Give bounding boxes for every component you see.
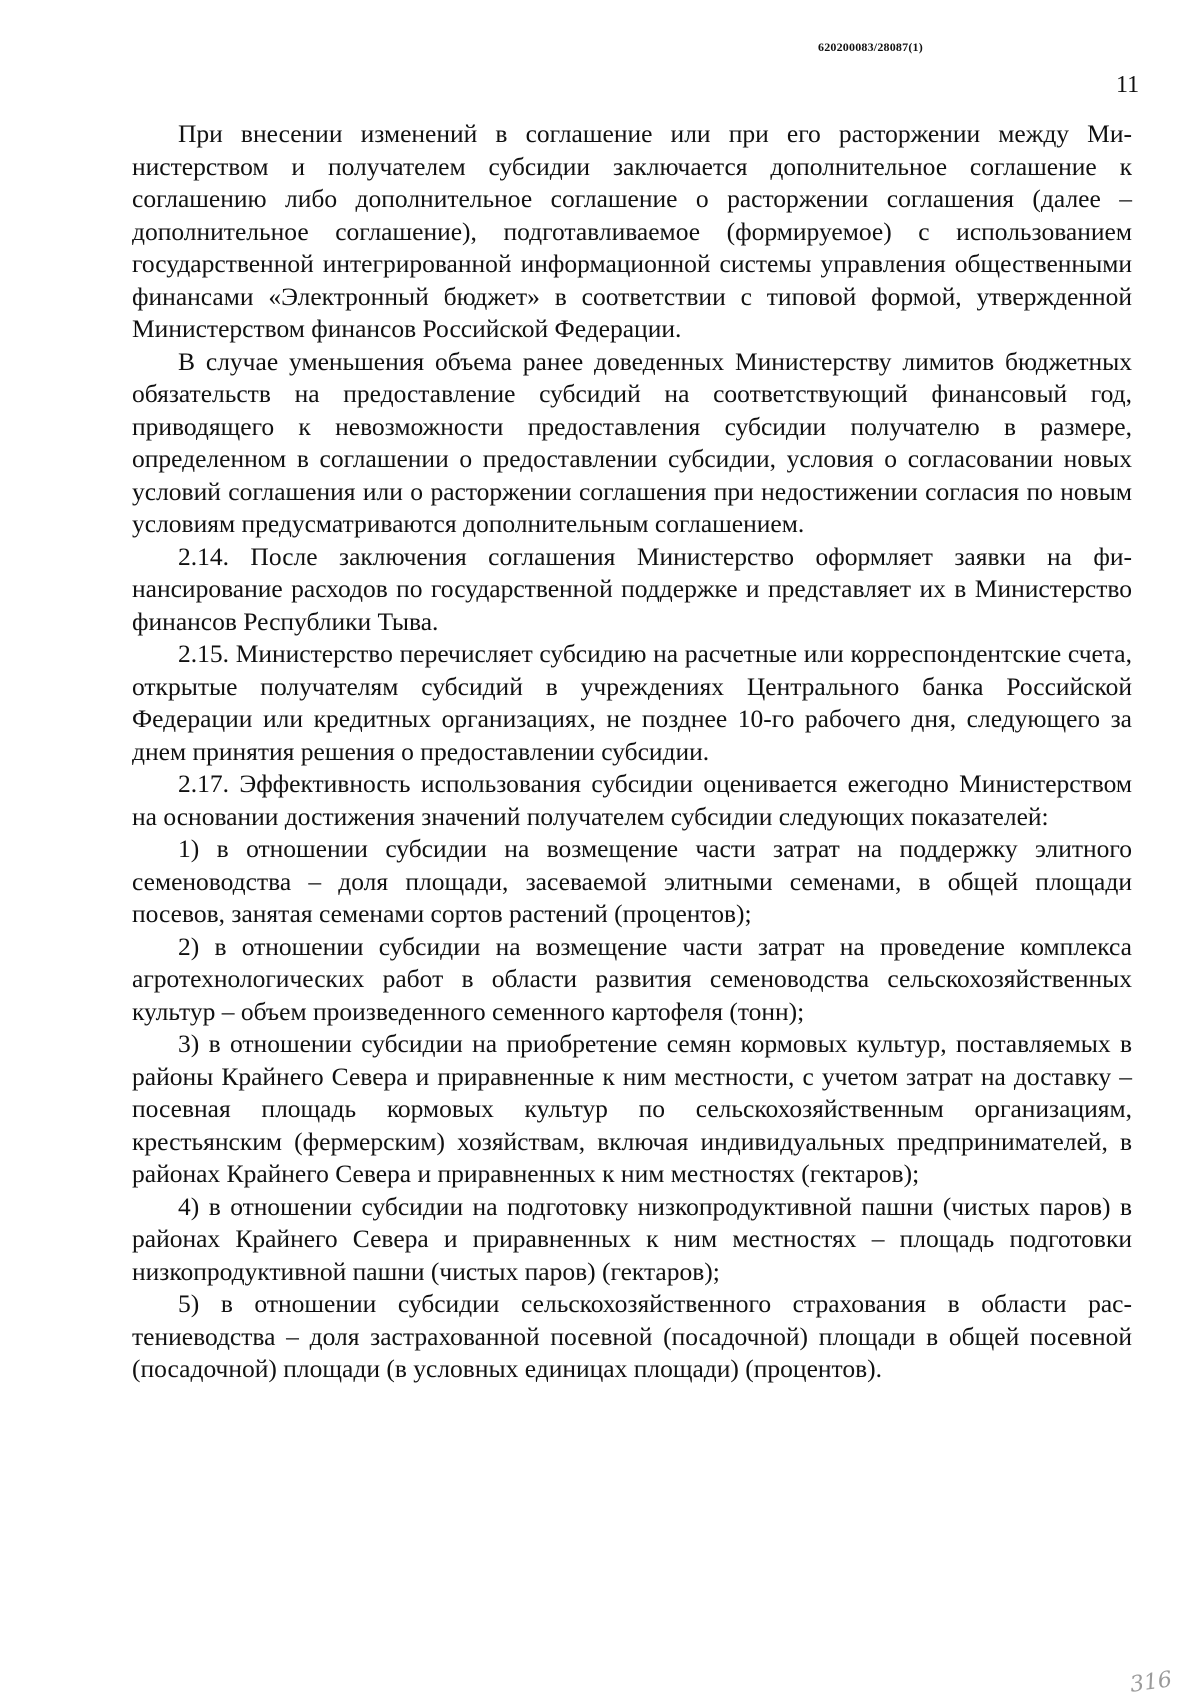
paragraph-2-15: 2.15. Министерство перечисляет субсидию на расчетные или корреспондентские счета, открытые получателям субсидий в учреждениях Центрального банка Российской Федерации или кредитных организациях, не позднее 10-го рабочего дня, следующего за днем принятия решения о предоставлении субсидии.	[132, 639, 1132, 766]
list-item-3: 3) в отношении субсидии на приобретение семян кормовых культур, поставляемых в районы Крайнего Севера и приравненные к ним местности, с учетом затрат на доставку – посевная площадь кормовых культур по сельскохозяйственным организациям, крестьянским (фермерским) хозяйствам, включая индивидуальных предпринимателей, в районах Крайнего Севера и приравненных к ним местностях (гектаров);	[132, 1029, 1132, 1188]
paragraph-limit-reduction: В случае уменьшения объема ранее доведенных Министерству лимитов бюджетных обязательств на предоставление субсидий на соответствующий финансовый год, приводящего к невозможности предоставления субсидии получателю в размере, определенном в соглашении о предоставлении субсидии, условия о согласовании новых условий соглашения или о расторжении соглашения при недостижении согласия по новым условиям предусматриваются дополнительным соглашением.	[132, 346, 1132, 538]
list-item-1: 1) в отношении субсидии на возмещение части затрат на поддержку элитного семеноводства – доля площади, засеваемой элитными семенами, в общей площади посевов, занятая семенами сортов растений (процентов);	[132, 834, 1132, 928]
paragraph-2-14: 2.14. После заключения соглашения Министерство оформляет заявки на финансирование расходов по государственной поддержке и представляет их в Министерство финансов Республики Тыва.	[132, 541, 1132, 636]
list-item-4: 4) в отношении субсидии на подготовку низкопродуктивной пашни (чистых паров) в районах Крайнего Севера и приравненных к ним местностях – площадь подготовки низкопродуктивной пашни (чистых паров) (гектаров);	[132, 1191, 1132, 1286]
document-body	[132, 118, 1132, 1386]
document-id: 620200083/28087(1)	[818, 40, 923, 54]
handwritten-page-mark: 316	[1128, 1667, 1174, 1698]
paragraph-amendment: При внесении изменений в соглашение или при его расторжении между Министерством и получателем субсидии заключается дополнительное соглашение к соглашению либо дополнительное соглашение о расторжении соглашения (далее – дополнительное соглашение), подготавливаемое (формируемое) с использованием государственной интегрированной информационной системы управления общественными финансами «Электронный бюджет» в соответствии с типовой формой, утвержденной Министерством финансов Российской Федерации.	[132, 119, 1132, 343]
list-item-2: 2) в отношении субсидии на возмещение части затрат на проведение комплекса агротехнологических работ в области развития семеноводства сельскохозяйственных культур – объем произведенного семенного картофеля (тонн);	[132, 931, 1132, 1026]
list-item-5: 5) в отношении субсидии сельскохозяйственного страхования в области растениеводства – доля застрахованной посевной (посадочной) площади в общей посевной (посадочной) площади (в условных единицах площади) (процентов).	[132, 1289, 1132, 1383]
paragraph-2-17: 2.17. Эффективность использования субсидии оценивается ежегодно Министерством на основании достижения значений получателем субсидии следующих показателей:	[132, 769, 1132, 831]
page-number: 11	[1116, 72, 1140, 98]
